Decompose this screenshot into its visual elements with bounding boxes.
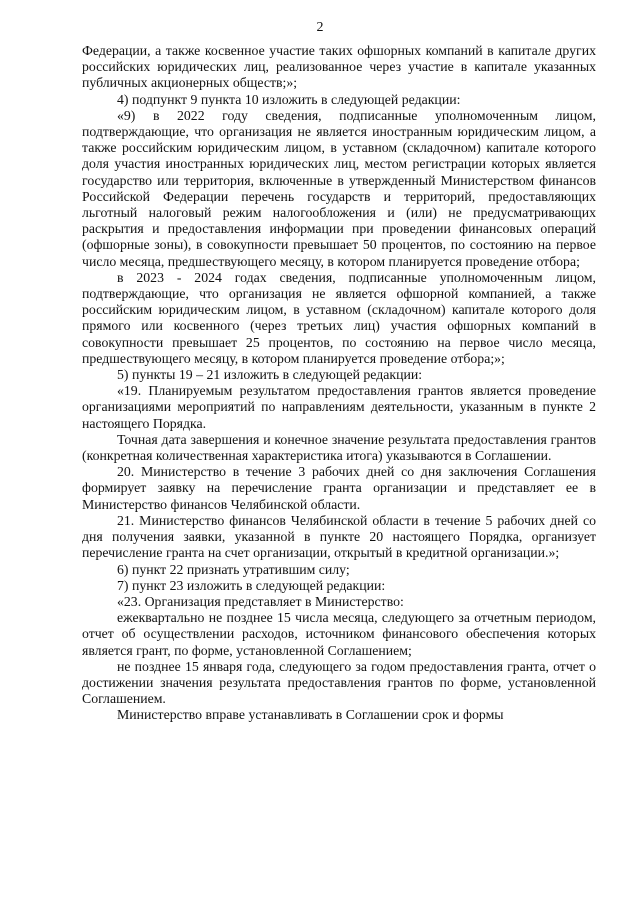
document-body — [82, 43, 596, 724]
paragraph-point-20: 20. Министерство в течение 3 рабочих дней со дня заключения Соглашения формирует заявку на перечисление гранта организации и представляет ее в Министерство финансов Челябинской области. — [82, 464, 596, 512]
paragraph-subitem-9: «9) в 2022 году сведения, подписанные уполномоченным лицом, подтверждающие, что организация не является иностранным юридическим лицом, а также российским юридическим лицом, в уставном (складочном) капитале которого доля участия иностранных юридических лиц, местом регистрации которых является государство или территория, включенные в утвержденный Министерством финансов Российской Федерации перечень государств и территорий, предоставляющих льготный налоговый режим налогообложения и (или) не предусматривающих раскрытия и предоставления информации при проведении финансовых операций (офшорные зоны), в совокупности превышает 50 процентов, по состоянию на первое число месяца, предшествующего месяцу, в котором планируется проведение отбора; — [82, 107, 596, 269]
paragraph-2023-2024: в 2023 - 2024 годах сведения, подписанные уполномоченным лицом, подтверждающие, что организация не является офшорной компанией, а также российским юридическим лицом, в уставном (складочном) капитале которого доля прямого или косвенного (через третьих лиц) участия офшорных компаний в совокупности превышает 25 процентов, по состоянию на первое число месяца, предшествующего месяцу, в котором планируется проведение отбора;»; — [82, 269, 596, 366]
paragraph-item-4: 4) подпункт 9 пункта 10 изложить в следующей редакции: — [117, 91, 461, 107]
paragraph-point-21: 21. Министерство финансов Челябинской области в течение 5 рабочих дней со дня получения заявки, указанной в пункте 20 настоящего Порядка, организует перечисление гранта на счет организации, открытый в кредитной организации.»; — [82, 512, 596, 561]
paragraph-item-7: 7) пункт 23 изложить в следующей редакции: — [117, 577, 386, 593]
paragraph-item-5: 5) пункты 19 – 21 изложить в следующей редакции: — [117, 367, 423, 383]
paragraph-point-23: «23. Организация представляет в Министерство: — [117, 593, 404, 609]
paragraph-item-6: 6) пункт 22 признать утратившим силу; — [117, 561, 350, 577]
page-number: 2 — [316, 20, 324, 35]
paragraph-ministry-rights: Министерство вправе устанавливать в Соглашении срок и формы — [117, 707, 504, 723]
paragraph-result-date: Точная дата завершения и конечное значение результата предоставления грантов (конкретная количественная характеристика итога) указываются в Соглашении. — [82, 431, 596, 464]
paragraph-quarterly-report: ежеквартально не позднее 15 числа месяца, следующего за отчетным периодом, отчет об осуществлении расходов, источником финансового обеспечения которых является грант, по форме, установленной Соглашением; — [82, 610, 596, 658]
paragraph-annual-report: не позднее 15 января года, следующего за годом предоставления гранта, отчет о достижении значения результата предоставления грантов по форме, установленной Соглашением. — [82, 658, 596, 707]
paragraph-continuation: Федерации, а также косвенное участие таких офшорных компаний в капитале других российских юридических лиц, реализованное через участие в капитале указанных публичных акционерных обществ;»; — [82, 43, 596, 91]
paragraph-point-19: «19. Планируемым результатом предоставления грантов является проведение организациями мероприятий по направлениям деятельности, указанным в пункте 2 настоящего Порядка. — [82, 383, 596, 431]
